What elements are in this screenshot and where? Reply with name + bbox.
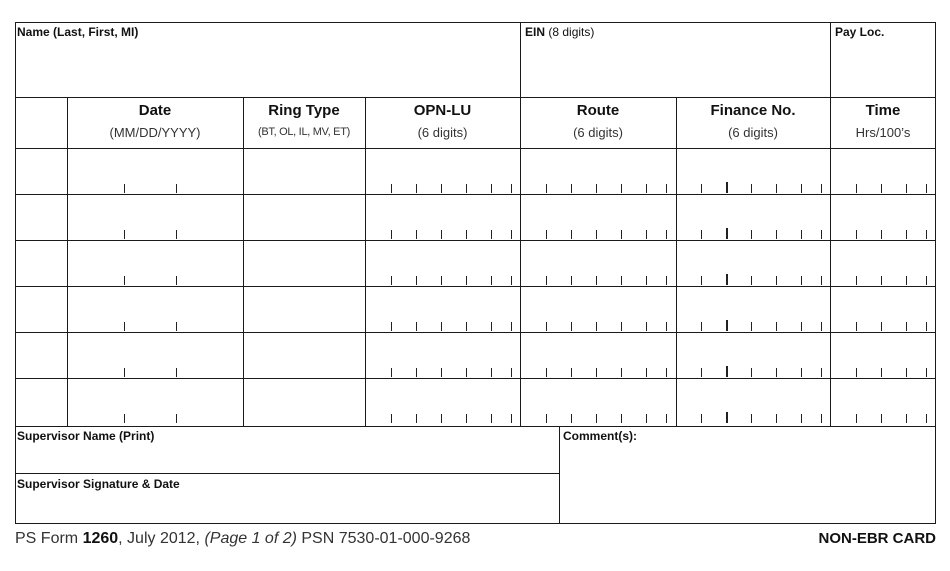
route-digit-tick <box>621 322 622 331</box>
route-digit-tick <box>621 276 622 285</box>
opn-digit-tick <box>416 414 417 423</box>
fin-digit-tick <box>776 184 777 193</box>
opn-digit-tick <box>441 276 442 285</box>
time-digit-tick <box>881 230 882 239</box>
time-digit-tick <box>926 184 927 193</box>
ps-form-1260 <box>15 22 936 524</box>
opn-digit-tick <box>416 184 417 193</box>
opn-digit-tick <box>416 230 417 239</box>
fin-digit-tick <box>726 274 728 285</box>
route-digit-tick <box>571 414 572 423</box>
date-digit-tick <box>124 414 125 423</box>
date-digit-tick <box>176 322 177 331</box>
fin-digit-tick <box>801 322 802 331</box>
name-label: Name (Last, First, MI) <box>17 25 139 39</box>
route-digit-tick <box>666 368 667 377</box>
opn-lu-header: OPN-LU <box>413 102 472 119</box>
opn-digit-tick <box>491 368 492 377</box>
fin-digit-tick <box>776 230 777 239</box>
route-digit-tick <box>666 322 667 331</box>
supervisor-name-label: Supervisor Name (Print) <box>17 429 155 443</box>
footer-prefix: PS Form <box>15 530 83 547</box>
opn-digit-tick <box>391 184 392 193</box>
opn-digit-tick <box>511 230 512 239</box>
route-hint: (6 digits) <box>573 125 623 140</box>
route-digit-tick <box>646 414 647 423</box>
route-digit-tick <box>571 322 572 331</box>
route-digit-tick <box>596 368 597 377</box>
route-digit-tick <box>666 276 667 285</box>
ring-type-header: Ring Type <box>268 102 340 119</box>
fin-digit-tick <box>751 184 752 193</box>
fin-digit-tick <box>701 276 702 285</box>
date-header: Date <box>138 102 172 119</box>
ein-hint: (8 digits) <box>548 25 595 39</box>
opn-digit-tick <box>441 322 442 331</box>
route-digit-tick <box>646 368 647 377</box>
date-digit-tick <box>124 368 125 377</box>
time-digit-tick <box>906 368 907 377</box>
ein-label-text: EIN <box>525 25 546 39</box>
ring-type-hint: (BT, OL, IL, MV, ET) <box>257 126 350 138</box>
opn-digit-tick <box>511 322 512 331</box>
fin-digit-tick <box>801 230 802 239</box>
route-digit-tick <box>546 414 547 423</box>
route-digit-tick <box>546 276 547 285</box>
time-digit-tick <box>856 276 857 285</box>
time-digit-tick <box>881 322 882 331</box>
date-hint: (MM/DD/YYYY) <box>109 125 201 140</box>
date-digit-tick <box>176 368 177 377</box>
opn-digit-tick <box>441 368 442 377</box>
fin-digit-tick <box>776 368 777 377</box>
opn-digit-tick <box>511 184 512 193</box>
route-digit-tick <box>596 414 597 423</box>
time-digit-tick <box>881 276 882 285</box>
footer-psn: PSN 7530-01-000-9268 <box>296 530 471 547</box>
fin-digit-tick <box>726 228 728 239</box>
fin-digit-tick <box>801 184 802 193</box>
date-digit-tick <box>176 230 177 239</box>
opn-digit-tick <box>416 322 417 331</box>
non-ebr-badge: NON-EBR CARD <box>818 530 936 547</box>
date-digit-tick <box>176 414 177 423</box>
date-digit-tick <box>176 276 177 285</box>
route-digit-tick <box>646 322 647 331</box>
opn-digit-tick <box>391 230 392 239</box>
fin-digit-tick <box>801 368 802 377</box>
fin-digit-tick <box>776 322 777 331</box>
time-digit-tick <box>856 322 857 331</box>
route-digit-tick <box>666 230 667 239</box>
date-digit-tick <box>176 184 177 193</box>
opn-digit-tick <box>511 414 512 423</box>
fin-digit-tick <box>821 322 822 331</box>
time-digit-tick <box>881 414 882 423</box>
time-digit-tick <box>856 368 857 377</box>
date-digit-tick <box>124 322 125 331</box>
opn-digit-tick <box>466 368 467 377</box>
route-digit-tick <box>621 184 622 193</box>
form-footer <box>15 530 470 548</box>
fin-digit-tick <box>821 414 822 423</box>
opn-digit-tick <box>391 368 392 377</box>
fin-digit-tick <box>821 184 822 193</box>
fin-digit-tick <box>701 414 702 423</box>
route-digit-tick <box>546 322 547 331</box>
entry-row[interactable] <box>15 241 936 287</box>
route-digit-tick <box>621 414 622 423</box>
route-digit-tick <box>596 184 597 193</box>
time-digit-tick <box>906 276 907 285</box>
route-digit-tick <box>546 230 547 239</box>
fin-digit-tick <box>751 368 752 377</box>
opn-digit-tick <box>441 184 442 193</box>
time-digit-tick <box>926 276 927 285</box>
route-digit-tick <box>546 184 547 193</box>
route-digit-tick <box>666 414 667 423</box>
finance-header: Finance No. <box>710 102 796 119</box>
opn-digit-tick <box>466 184 467 193</box>
time-digit-tick <box>906 322 907 331</box>
pay-loc-label: Pay Loc. <box>835 25 885 39</box>
time-digit-tick <box>906 184 907 193</box>
route-digit-tick <box>596 322 597 331</box>
entry-row[interactable] <box>15 195 936 241</box>
opn-digit-tick <box>511 368 512 377</box>
fin-digit-tick <box>821 230 822 239</box>
route-digit-tick <box>571 368 572 377</box>
footer-date: , July 2012, <box>118 530 205 547</box>
fin-digit-tick <box>776 276 777 285</box>
fin-digit-tick <box>726 320 728 331</box>
time-digit-tick <box>926 414 927 423</box>
entry-row[interactable] <box>15 333 936 379</box>
route-digit-tick <box>571 184 572 193</box>
opn-digit-tick <box>466 322 467 331</box>
opn-digit-tick <box>491 322 492 331</box>
opn-digit-tick <box>416 276 417 285</box>
time-digit-tick <box>856 230 857 239</box>
finance-hint: (6 digits) <box>728 125 778 140</box>
comments-label: Comment(s): <box>563 429 637 443</box>
time-digit-tick <box>856 414 857 423</box>
opn-digit-tick <box>416 368 417 377</box>
route-digit-tick <box>646 276 647 285</box>
fin-digit-tick <box>801 276 802 285</box>
entry-row[interactable] <box>15 287 936 333</box>
form-number: 1260 <box>82 530 119 547</box>
opn-digit-tick <box>391 414 392 423</box>
time-digit-tick <box>881 368 882 377</box>
date-digit-tick <box>124 184 125 193</box>
fin-digit-tick <box>701 368 702 377</box>
time-digit-tick <box>926 368 927 377</box>
entry-row[interactable] <box>15 149 936 195</box>
opn-digit-tick <box>511 276 512 285</box>
route-digit-tick <box>571 230 572 239</box>
route-digit-tick <box>596 230 597 239</box>
time-digit-tick <box>906 414 907 423</box>
ein-label <box>525 25 594 39</box>
opn-digit-tick <box>466 230 467 239</box>
time-digit-tick <box>926 230 927 239</box>
opn-digit-tick <box>466 276 467 285</box>
opn-digit-tick <box>491 184 492 193</box>
route-digit-tick <box>666 184 667 193</box>
time-digit-tick <box>856 184 857 193</box>
time-hint: Hrs/100’s <box>855 125 911 140</box>
time-digit-tick <box>881 184 882 193</box>
time-header: Time <box>865 102 901 119</box>
fin-digit-tick <box>701 184 702 193</box>
entry-row[interactable] <box>15 379 936 425</box>
opn-digit-tick <box>391 276 392 285</box>
fin-digit-tick <box>726 412 728 423</box>
date-digit-tick <box>124 230 125 239</box>
fin-digit-tick <box>726 182 728 193</box>
route-digit-tick <box>571 276 572 285</box>
fin-digit-tick <box>821 368 822 377</box>
supervisor-signature-label: Supervisor Signature & Date <box>17 477 180 491</box>
route-header: Route <box>576 102 620 119</box>
time-digit-tick <box>926 322 927 331</box>
opn-digit-tick <box>441 414 442 423</box>
fin-digit-tick <box>726 366 728 377</box>
fin-digit-tick <box>776 414 777 423</box>
fin-digit-tick <box>801 414 802 423</box>
fin-digit-tick <box>751 414 752 423</box>
fin-digit-tick <box>751 322 752 331</box>
route-digit-tick <box>596 276 597 285</box>
opn-digit-tick <box>491 230 492 239</box>
date-digit-tick <box>124 276 125 285</box>
route-digit-tick <box>646 184 647 193</box>
route-digit-tick <box>546 368 547 377</box>
opn-digit-tick <box>491 414 492 423</box>
footer-page: (Page 1 of 2) <box>204 530 297 547</box>
opn-digit-tick <box>466 414 467 423</box>
opn-lu-hint: (6 digits) <box>417 125 468 140</box>
fin-digit-tick <box>821 276 822 285</box>
fin-digit-tick <box>751 276 752 285</box>
route-digit-tick <box>646 230 647 239</box>
opn-digit-tick <box>391 322 392 331</box>
route-digit-tick <box>621 368 622 377</box>
time-digit-tick <box>906 230 907 239</box>
fin-digit-tick <box>751 230 752 239</box>
opn-digit-tick <box>491 276 492 285</box>
fin-digit-tick <box>701 230 702 239</box>
opn-digit-tick <box>441 230 442 239</box>
fin-digit-tick <box>701 322 702 331</box>
route-digit-tick <box>621 230 622 239</box>
